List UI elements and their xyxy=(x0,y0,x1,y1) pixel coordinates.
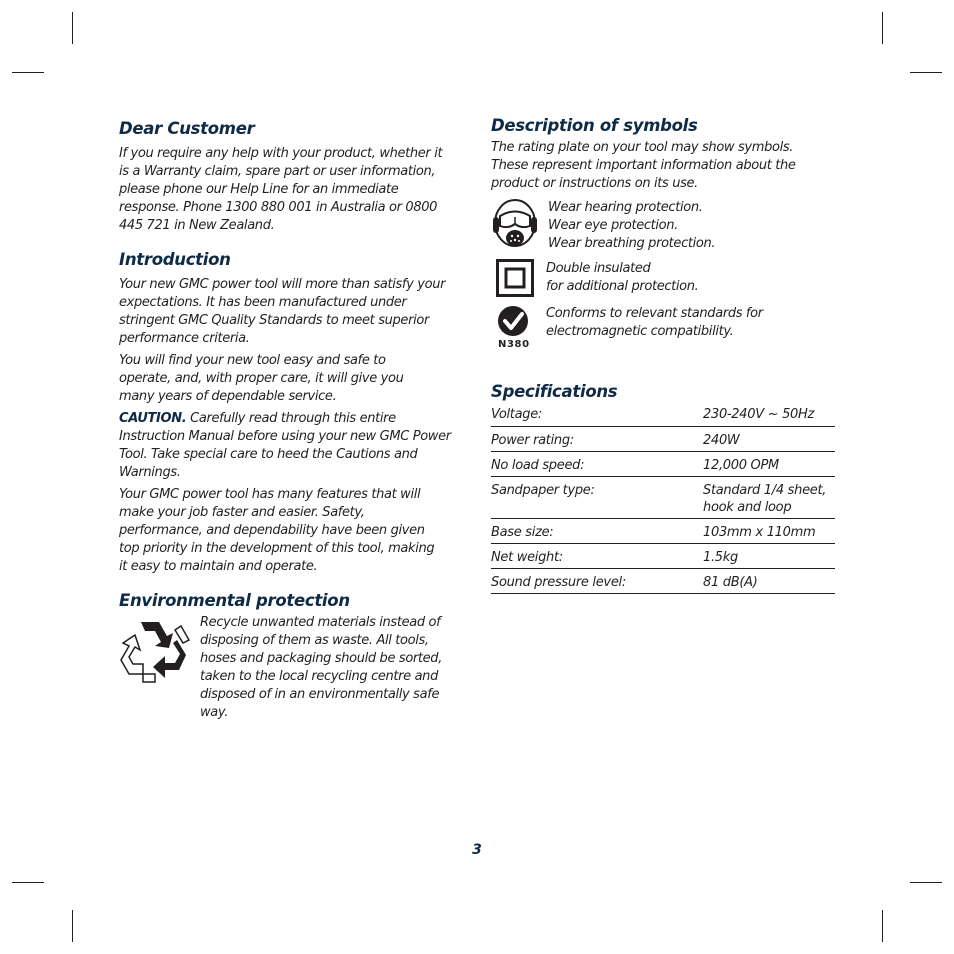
spec-row xyxy=(491,544,835,569)
symbols-intro: The rating plate on your tool may show symbols. These represent important information about the product or instructions on its use. xyxy=(491,140,796,191)
environmental-block xyxy=(119,614,459,720)
crop-mark xyxy=(72,910,73,942)
symbol-item-double-insulated xyxy=(491,259,836,301)
caution-paragraph xyxy=(119,410,451,482)
spec-value: Standard 1/4 sheet, hook and loop xyxy=(703,483,827,515)
crop-mark xyxy=(910,72,942,73)
spec-row xyxy=(491,452,835,477)
double-insulated-icon xyxy=(496,259,534,301)
spec-value: 1.5kg xyxy=(703,550,738,565)
spec-label: Net weight: xyxy=(491,550,563,565)
ppe-line: Wear hearing protection. xyxy=(548,200,703,215)
ppe-icon xyxy=(492,199,538,255)
c-tick-line: Conforms to relevant standards for xyxy=(546,306,763,321)
spec-row xyxy=(491,569,835,594)
double-insulated-line: Double insulated xyxy=(546,261,651,276)
caution-text: Carefully read through this entire Instruction Manual before using your new GMC Power Tool. Take special care to heed the Cautions and Warnings. xyxy=(119,411,451,480)
spec-label: Base size: xyxy=(491,525,554,540)
introduction-para-4: Your GMC power tool has many features that will make your job faster and easier. Safety, performance, and dependability have been given top priority in the development of this tool, making it easy to maintain and operate. xyxy=(119,487,435,574)
specifications-table xyxy=(491,405,835,594)
right-column xyxy=(491,115,836,594)
double-insulated-text xyxy=(546,260,698,296)
ppe-line: Wear breathing protection. xyxy=(548,236,716,251)
symbols-heading: Description of symbols xyxy=(491,116,698,135)
crop-mark xyxy=(12,882,44,883)
spec-row xyxy=(491,519,835,544)
spec-label: Power rating: xyxy=(491,433,574,448)
page-number: 3 xyxy=(472,842,482,858)
c-tick-icon xyxy=(497,305,529,341)
spec-label: Sound pressure level: xyxy=(491,575,626,590)
spec-label: Voltage: xyxy=(491,407,542,422)
caution-label: CAUTION. xyxy=(119,411,187,426)
c-tick-text xyxy=(546,305,763,341)
spec-value: 230-240V ~ 50Hz xyxy=(703,407,815,422)
crop-mark xyxy=(882,910,883,942)
spec-value: 12,000 OPM xyxy=(703,458,779,473)
double-insulated-line: for additional protection. xyxy=(546,279,699,294)
spec-value: 81 dB(A) xyxy=(703,575,758,590)
crop-mark xyxy=(12,72,44,73)
dear-customer-heading: Dear Customer xyxy=(119,119,255,138)
environmental-heading: Environmental protection xyxy=(119,591,350,610)
specifications-heading: Specifications xyxy=(491,382,618,401)
spec-row xyxy=(491,427,835,452)
spec-row xyxy=(491,405,835,427)
ppe-text xyxy=(548,199,715,253)
spec-label: Sandpaper type: xyxy=(491,483,595,498)
spec-label: No load speed: xyxy=(491,458,585,473)
c-tick-line: electromagnetic compatibility. xyxy=(546,324,734,339)
spec-value: 240W xyxy=(703,433,740,448)
crop-mark xyxy=(910,882,942,883)
spec-value: 103mm x 110mm xyxy=(703,525,816,540)
introduction-heading: Introduction xyxy=(119,250,231,269)
symbol-item-ppe xyxy=(491,199,836,259)
introduction-para-2: You will find your new tool easy and safe to operate, and, with proper care, it will give you many years of dependable service. xyxy=(119,353,404,404)
left-column xyxy=(119,118,459,720)
crop-mark xyxy=(72,12,73,44)
crop-mark xyxy=(882,12,883,44)
dear-customer-body: If you require any help with your product, whether it is a Warranty claim, spare part or user information, please phone our Help Line for an immediate response. Phone 1300 880 001 in Australia or 0800 445 721 in New Zealand. xyxy=(119,146,443,233)
spec-row xyxy=(491,477,835,519)
introduction-para-1: Your new GMC power tool will more than satisfy your expectations. It has been manufactured under stringent GMC Quality Standards to meet superior performance criteria. xyxy=(119,277,446,346)
environmental-body: Recycle unwanted materials instead of disposing of them as waste. All tools, hoses and packaging should be sorted, taken to the local recycling centre and disposed of in an environmentally safe way. xyxy=(200,615,442,720)
ppe-line: Wear eye protection. xyxy=(548,218,678,233)
c-tick-label: N380 xyxy=(498,339,530,350)
recycle-icon xyxy=(119,616,195,690)
symbol-item-c-tick xyxy=(491,305,836,355)
